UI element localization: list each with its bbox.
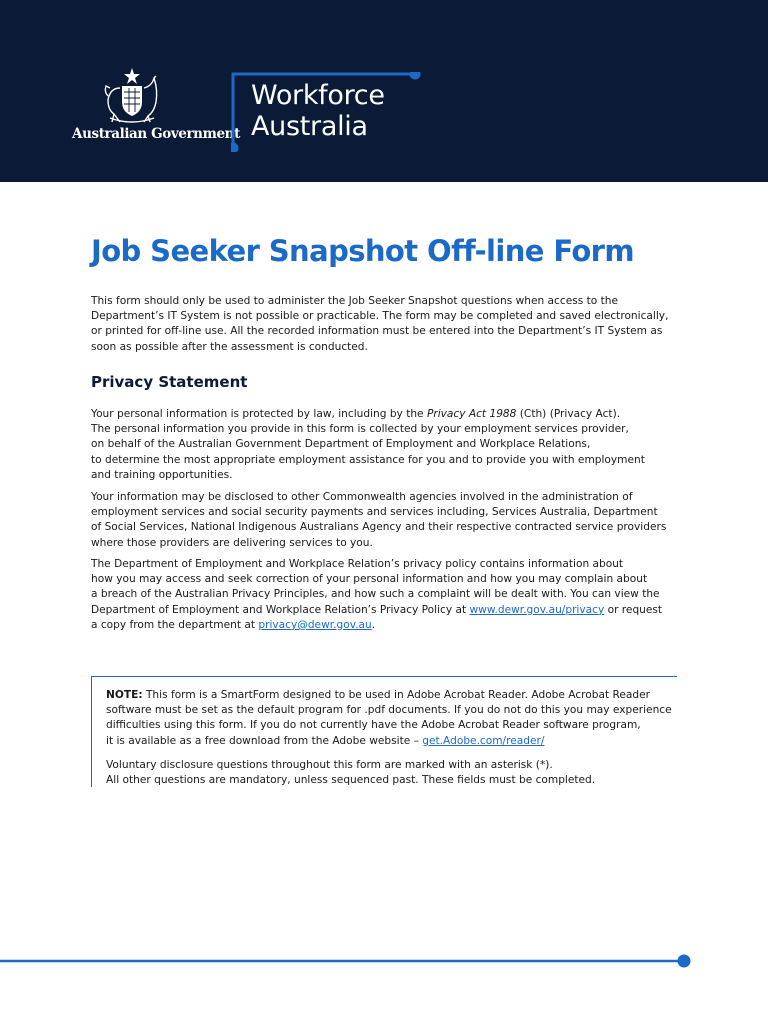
text-line: or printed for off-line use. All the recorded information must be entered into the Department’s IT System as: [91, 325, 663, 338]
text-line: of Social Services, National Indigenous Australians Agency and their respective contracted service providers: [91, 521, 667, 534]
text-line: to determine the most appropriate employment assistance for you and to provide you with employment: [91, 453, 645, 466]
text-line: The personal information you provide in this form is collected by your employment services provider,: [91, 423, 629, 436]
text-line: Voluntary disclosure questions throughout this form are marked with an asterisk (*).: [106, 759, 553, 771]
text-line: software must be set as the default program for .pdf documents. If you do not do this you may experience: [106, 704, 672, 717]
text-line: soon as possible after the assessment is conducted.: [91, 340, 368, 353]
text-line: employment services and social security payments and services including, Services Australia, Department: [91, 506, 658, 519]
privacy-policy-link[interactable]: www.dewr.gov.au/privacy: [469, 603, 605, 616]
workforce-australia-logo-text: [251, 80, 385, 142]
privacy-paragraph-2: [91, 490, 681, 551]
text-line: [106, 734, 676, 749]
text-segment: a copy from the department at: [91, 618, 259, 631]
text-segment: This form is a SmartForm designed to be used in Adobe Acrobat Reader. Adobe Acrobat Reader: [142, 689, 650, 701]
adobe-reader-link[interactable]: get.Adobe.com/reader/: [422, 734, 545, 747]
text-line: Your information may be disclosed to other Commonwealth agencies involved in the administration of: [91, 491, 633, 503]
privacy-email-link[interactable]: privacy@dewr.gov.au: [258, 618, 372, 631]
text-line: The Department of Employment and Workplace Relation’s privacy policy contains information about: [91, 558, 624, 570]
text-line: Department’s IT System is not possible or practicable. The form may be completed and saved electronically,: [91, 310, 669, 323]
intro-paragraph: [91, 294, 681, 355]
text-segment: Your personal information is protected by law, including by the: [91, 408, 427, 420]
text-segment: .: [371, 618, 376, 631]
privacy-paragraph-3: [91, 557, 681, 633]
privacy-statement-heading: Privacy Statement: [91, 373, 248, 391]
text-line: difficulties using this form. If you do not currently have the Adobe Acrobat Reader software program,: [106, 719, 641, 732]
text-line: [106, 688, 676, 703]
footer-divider-line: [0, 952, 768, 970]
text-segment: Department of Employment and Workplace Relation’s Privacy Policy at: [91, 603, 470, 616]
text-segment: or request: [604, 603, 663, 616]
note-paragraph: [106, 688, 676, 749]
government-name: Australian Government: [72, 126, 240, 142]
text-line: a breach of the Australian Privacy Principles, and how such a complaint will be dealt with. You can view the: [91, 588, 660, 601]
text-line: This form should only be used to administer the Job Seeker Snapshot questions when access to the: [91, 295, 619, 307]
coat-of-arms-icon: [100, 66, 164, 126]
page-title: Job Seeker Snapshot Off-line Form: [91, 234, 634, 268]
text-line: All other questions are mandatory, unless sequenced past. These fields must be completed.: [106, 774, 596, 787]
brand-line-1: Workforce: [251, 80, 385, 111]
text-line: how you may access and seek correction of your personal information and how you may complain about: [91, 573, 648, 586]
voluntary-disclosure-paragraph: [106, 758, 676, 788]
text-line: where those providers are delivering services to you.: [91, 536, 373, 549]
brand-line-2: Australia: [251, 111, 368, 142]
text-line: [91, 618, 681, 633]
note-label: NOTE:: [106, 689, 143, 701]
privacy-paragraph-1: [91, 407, 681, 483]
text-line: [91, 407, 681, 422]
text-line: [91, 603, 681, 618]
text-segment: it is available as a free download from the Adobe website –: [106, 734, 423, 747]
text-line: and training opportunities.: [91, 468, 233, 481]
text-segment: (Cth) (Privacy Act).: [516, 408, 621, 420]
text-line: on behalf of the Australian Government Department of Employment and Workplace Relations,: [91, 438, 591, 451]
privacy-act-title: Privacy Act 1988: [426, 408, 517, 420]
header-banner: [0, 0, 768, 182]
